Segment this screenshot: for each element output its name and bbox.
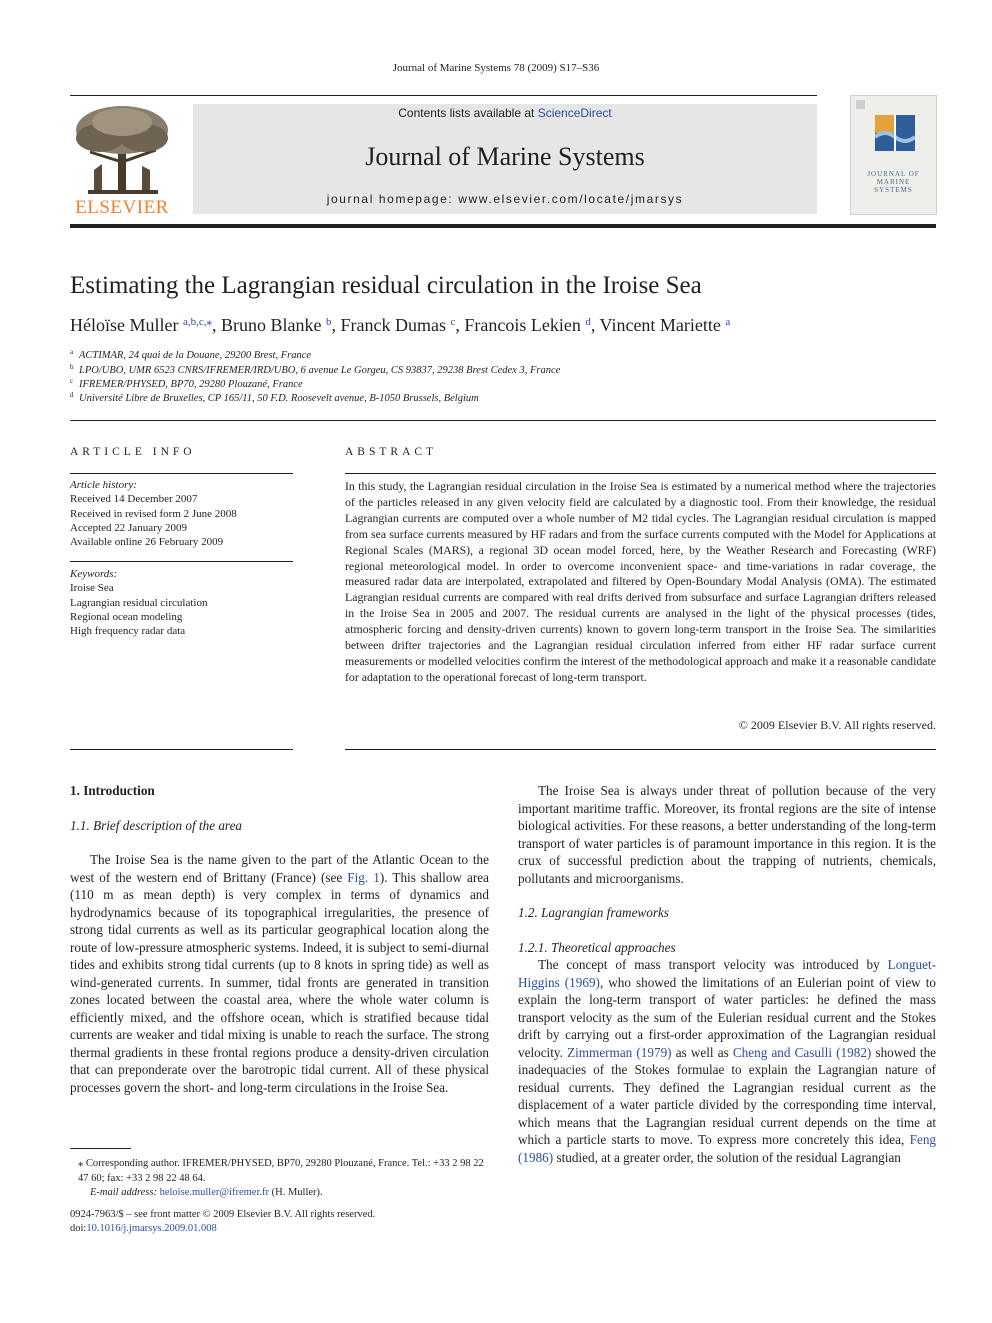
author-affil-sup[interactable]: d: [585, 316, 591, 328]
author-list: Héloïse Muller $^{a,b,c,⁎}$, Bruno Blanke $^b$, Franck Dumas $^c$, Francois Lekien $^d$, Vincent Mariette $^a$: [70, 315, 731, 335]
citation-link[interactable]: Zimmerman (1979): [567, 1044, 672, 1060]
running-head: Journal of Marine Systems 78 (2009) S17–S36: [392, 62, 600, 74]
history-label: Article history:: [70, 479, 137, 491]
affil-text: LPO/UBO, UMR 6523 CNRS/IFREMER/IRD/UBO, 6 avenue Le Gorgeu, CS 93837, 29238 Brest Cedex 3, France: [79, 365, 561, 376]
history-item: Accepted 22 January 2009: [70, 521, 187, 534]
citation-link[interactable]: Feng (1986): [518, 1132, 936, 1165]
email-line: [70, 1186, 489, 1201]
paragraph-text: as well as: [671, 1044, 733, 1060]
footnote-rule: [70, 1148, 131, 1149]
corresponding-author-note: ⁎ Corresponding author. IFREMER/PHYSED, BP70, 29280 Plouzané, France. Tel.: +33 2 98 22 47 60; fax: +33 2 98 22 48 64.: [78, 1158, 484, 1184]
affiliation: [70, 348, 311, 361]
keyword: Iroise Sea: [70, 582, 114, 595]
abstract-text: In this study, the Lagrangian residual circulation in the Iroise Sea is estimated by a numerical method where the trajectories of the particles released in any given velocity field are calculated by a diagnostic tool. From their knowledge, the residual Lagrangian currents are computed over a whole number of M2 tidal cycles. The Lagrangian residual circulation is mapped from sea surface currents measured by HF radars and from the surface currents computed with the Model for Applications at Regional Scales (MARS), a regional 3D ocean model forced, here, by the Weather Research and Forecasting (WRF) regional meteorological model. In order to overcome inconvenient space- and time-variations in radar coverage, the measured radar data are interpolated, extrapolated and filtered by Open-Boundary Modal Analysis (OMA). The estimated Lagrangian residual currents are compared with real drifts derived from subsurface and surface Lagrangian drifters released in the Iroise Sea in 2005 and 2007. The residual currents are analysed in the light of the physical processes (tides, atmospheric forcing and density-driven currents) known to govern long-term transport in the Iroise Sea. The similarities between drifter trajectories and the Lagrangian residual circulation inferred from either HF radar surface current measurements or modelled velocities confirm the interest of the methodological approach and make it a reasonable candidate for adaptation to the operational forecast of long-term transport.: [345, 479, 936, 684]
section-heading: 1. Introduction: [70, 783, 155, 798]
article-info-heading: ARTICLE INFO: [70, 446, 196, 458]
cover-text-2: MARINE: [876, 178, 911, 186]
article-history: [70, 478, 293, 549]
subsection-heading: 1.1. Brief description of the area: [70, 817, 243, 833]
subsubsection-heading: 1.2.1. Theoretical approaches: [518, 939, 676, 955]
elsevier-tree-icon: [70, 104, 174, 199]
author-name: Francois Lekien: [464, 315, 581, 335]
affil-key: d: [70, 391, 74, 399]
author-affil-sup[interactable]: a,b,c,⁎: [182, 316, 212, 328]
masthead-rule: [70, 224, 936, 228]
keyword: Regional ocean modeling: [70, 610, 183, 623]
keywords-label: Keywords:: [70, 568, 118, 580]
cover-wave-icon: [875, 115, 915, 151]
affiliation: [70, 363, 560, 376]
paragraph: The Iroise Sea is always under threat of pollution because of the very important maritime traffic. Moreover, its frontal regions are the site of intense biological activities. For these reasons, a better understanding of the long-term transport of water particles is of paramount importance in this region. It is the crux of successful prediction about the trapping of nutrients, chemicals, pollutants and microorganisms.: [518, 783, 936, 886]
body-left-column: [70, 782, 489, 1096]
author-affil-sup[interactable]: c: [450, 316, 456, 328]
doi-link[interactable]: 10.1016/j.jmarsys.2009.01.008: [86, 1223, 217, 1234]
keywords: [70, 567, 293, 638]
abstract-rule-bottom: [345, 749, 936, 750]
doi-label: doi:: [70, 1223, 87, 1234]
paragraph-text: The Iroise Sea is the name given to the part of the Atlantic Ocean to the west of the western end of Brittany (France) (see: [70, 852, 489, 885]
paragraph-text: ). This shallow area (110 m as mean depth) is very complex in terms of dynamics and hydrodynamics because of its topographical irregularities, the presence of strong tidal currents as well as its particular geographical location along the route of low-pressure atmospheric systems. Indeed, it is subject to semi-diurnal tides and exhibits strong tidal currents (up to 8 knots in spring tide) as well as wind-generated currents. In summer, tidal fronts are generated in transition zones located between the coastal area, where the whole water column is efficiently mixed, and the offshore ocean, which is stratified because tidal currents are weaker and tidal mixing is unable to reach the surface. The strong thermal gradients in these frontal regions produce a density-driven circulation that can preponderate over the barotropic tidal current. All of these physical processes govern the short- and long-term circulations in the Iroise Sea.: [70, 869, 489, 1095]
keyword: High frequency radar data: [70, 625, 186, 638]
journal-homepage[interactable]: journal homepage: www.elsevier.com/locate/jmarsys: [326, 192, 684, 206]
figure-ref-link[interactable]: Fig. 1: [347, 869, 380, 885]
elsevier-wordmark: ELSEVIER: [75, 197, 169, 218]
journal-banner: [193, 104, 817, 214]
keyword: Lagrangian residual circulation: [70, 596, 208, 609]
contents-line: [193, 106, 817, 120]
paragraph-text: , who showed the limitations of an Eulerian point of view to explain the long-term transport of water particles: he defined the mass transport velocity as the sum of the Eulerian residual current and the Stokes drift by carrying out a first-order approximation of the Lagrangian residual velocity.: [518, 974, 936, 1060]
paragraph-text: showed the inadequacies of the Stokes formulae to explain the Lagrangian nature of residual currents. They defined the Lagrangian residual current as the displacement of a water particle divided by the corresponding time interval, which means that the Lagrangian residual current depends on the time at which a particle starts to move. To express more concretely this idea,: [518, 1044, 937, 1147]
footnotes: [70, 1157, 489, 1237]
journal-title: Journal of Marine Systems: [365, 142, 645, 171]
affiliation: [70, 391, 479, 404]
affiliation: [70, 377, 303, 390]
contents-prefix: Contents lists available at: [398, 106, 535, 120]
elsevier-logo: [70, 104, 174, 216]
author-name: Franck Dumas: [340, 315, 446, 335]
affil-text: IFREMER/PHYSED, BP70, 29280 Plouzané, France: [79, 379, 303, 390]
email-suffix: (H. Muller).: [269, 1187, 323, 1198]
history-item: Received 14 December 2007: [70, 493, 198, 506]
author-affil-sup[interactable]: a: [725, 316, 731, 328]
cover-text-3: SYSTEMS: [874, 186, 913, 194]
author-name: Bruno Blanke: [221, 315, 322, 335]
citation-link[interactable]: Longuet-Higgins (1969): [518, 957, 936, 990]
info-rule: [70, 561, 293, 562]
affil-text: Université Libre de Bruxelles, CP 165/11, 50 F.D. Roosevelt avenue, B-1050 Brussels, Belgium: [79, 393, 479, 404]
doi-line: [70, 1222, 489, 1237]
journal-cover: [850, 95, 937, 215]
paragraph-text: studied, at a greater order, the solution of the residual Lagrangian: [553, 1149, 901, 1165]
history-item: Available online 26 February 2009: [70, 536, 224, 549]
email-label: E-mail address:: [90, 1187, 157, 1198]
affil-key: a: [70, 348, 74, 356]
section-rule: [70, 420, 936, 421]
paragraph-text: The concept of mass transport velocity was introduced by: [538, 957, 888, 972]
issn-line: 0924-7963/$ – see front matter © 2009 Elsevier B.V. All rights reserved.: [70, 1208, 376, 1220]
author-name: Héloïse Muller: [70, 315, 179, 335]
abstract-rule: [345, 473, 936, 474]
email-link[interactable]: heloise.muller@ifremer.fr: [159, 1187, 269, 1198]
cover-mark: [856, 100, 865, 109]
paragraph: [518, 956, 936, 1166]
abstract-heading: ABSTRACT: [345, 446, 438, 458]
author-name: Vincent Mariette: [599, 315, 721, 335]
info-rule-bottom: [70, 749, 293, 750]
citation-link[interactable]: Cheng and Casulli (1982): [732, 1044, 872, 1060]
paragraph: [70, 851, 489, 1096]
info-rule: [70, 473, 293, 474]
header-rule: [70, 95, 817, 96]
abstract-copyright: © 2009 Elsevier B.V. All rights reserved.: [738, 718, 936, 732]
affil-key: b: [70, 363, 74, 371]
subsection-heading: 1.2. Lagrangian frameworks: [518, 905, 669, 920]
affil-text: ACTIMAR, 24 quai de la Douane, 29200 Brest, France: [79, 350, 312, 361]
affil-key: c: [70, 377, 74, 385]
article-title: Estimating the Lagrangian residual circulation in the Iroise Sea: [70, 272, 702, 299]
cover-text-1: JOURNAL OF: [867, 170, 920, 178]
history-item: Received in revised form 2 June 2008: [70, 507, 237, 520]
sciencedirect-link[interactable]: ScienceDirect: [537, 106, 612, 120]
author-affil-sup[interactable]: b: [326, 316, 332, 328]
body-right-column: [518, 782, 936, 1166]
